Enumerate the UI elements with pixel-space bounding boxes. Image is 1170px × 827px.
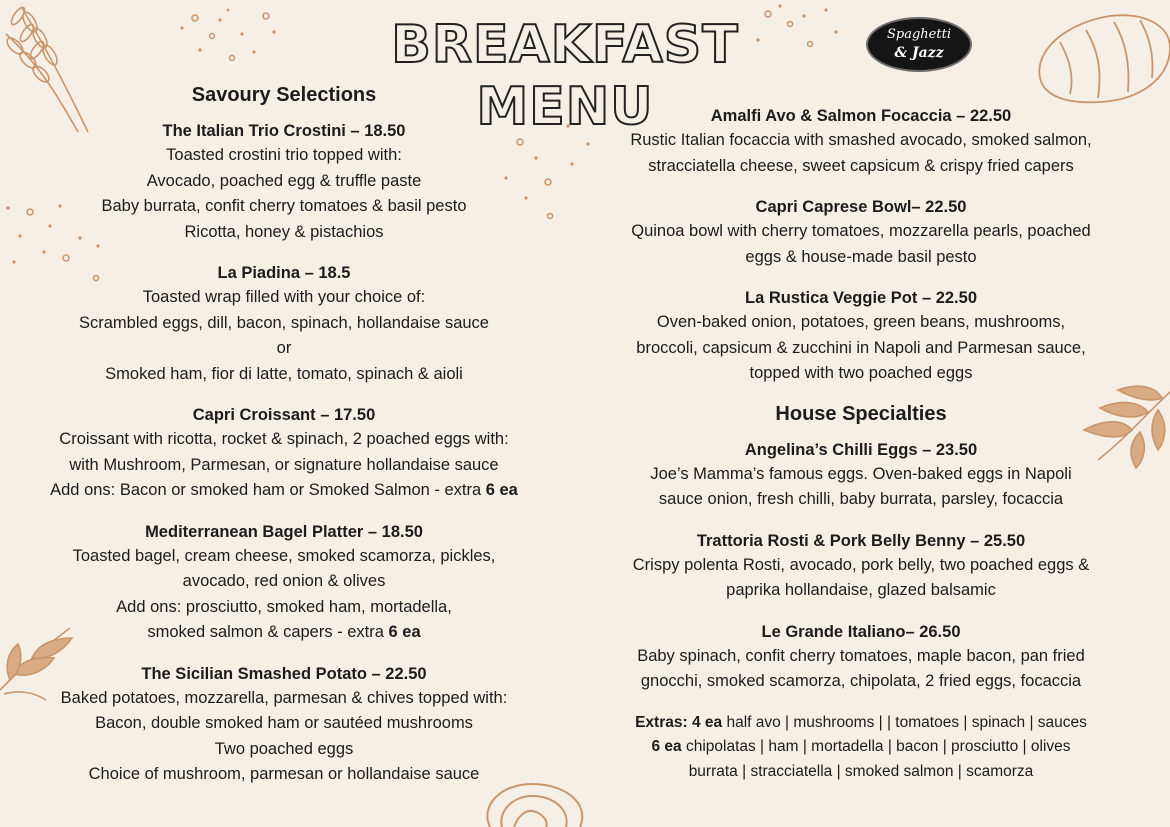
- extras-label: Extras:: [635, 713, 688, 731]
- menu-item: [2, 403, 566, 504]
- extras-block: [578, 711, 1144, 785]
- item-desc-line: Add ons: prosciutto, smoked ham, mortadella,: [116, 597, 452, 616]
- item-desc-line: Quinoa bowl with cherry tomatoes, mozzarella pearls, poached: [631, 222, 1091, 240]
- addon-text: Add ons: Bacon or smoked ham or Smoked Salmon - extra: [50, 481, 486, 499]
- extras-line: [578, 711, 1144, 736]
- item-desc-line: Two poached eggs: [214, 739, 354, 758]
- item-desc-line: Toasted wrap filled with your choice of:: [142, 288, 426, 306]
- menu-item: [2, 520, 566, 646]
- item-desc-line: Toasted bagel, cream cheese, smoked scamorza, pickles,: [72, 546, 496, 565]
- right-column: [578, 104, 1144, 784]
- item-desc-line: stracciatella cheese, sweet capsicum & crispy fried capers: [648, 156, 1074, 175]
- item-desc-line: Scrambled eggs, dill, bacon, spinach, hollandaise sauce: [78, 313, 489, 332]
- logo-line2: & Jazz: [894, 45, 944, 61]
- extras-line: [578, 735, 1144, 760]
- item-desc-line: Choice of mushroom, parmesan or hollandaise sauce: [88, 765, 480, 783]
- item-desc-line: Baby spinach, confit cherry tomatoes, maple bacon, pan fried: [637, 646, 1085, 665]
- item-name: Trattoria Rosti & Pork Belly Benny – 25.50: [696, 531, 1026, 550]
- item-name: Le Grande Italiano– 26.50: [761, 622, 961, 641]
- section-title-savoury: Savoury Selections: [191, 84, 377, 106]
- section-title-house-specialties: House Specialties: [775, 402, 947, 425]
- item-desc-line: Croissant with ricotta, rocket & spinach, 2 poached eggs with:: [59, 430, 509, 448]
- menu-item: [578, 438, 1144, 513]
- item-name: La Rustica Veggie Pot – 22.50: [744, 289, 977, 307]
- left-column: [2, 84, 566, 804]
- extras-price: 6 ea: [651, 738, 682, 755]
- menu-title: BREAKFAST MENU: [391, 15, 739, 137]
- item-desc-line: Crispy polenta Rosti, avocado, pork belly, two poached eggs &: [632, 555, 1090, 574]
- item-desc-line: Toasted crostini trio topped with:: [166, 146, 402, 164]
- extras-line: [578, 760, 1144, 785]
- menu-item: [2, 662, 566, 788]
- extras-items: chipolatas | ham | mortadella | bacon | prosciutto | olives: [681, 738, 1071, 755]
- item-desc-line: or: [276, 339, 292, 357]
- item-desc-line: broccoli, capsicum & zucchini in Napoli and Parmesan sauce,: [636, 338, 1086, 357]
- item-desc-line: paprika hollandaise, glazed balsamic: [726, 581, 996, 599]
- item-desc-line: Bacon, double smoked ham or sautéed mushrooms: [95, 714, 473, 732]
- item-name: Capri Caprese Bowl– 22.50: [755, 198, 967, 216]
- item-name: The Italian Trio Crostini – 18.50: [162, 122, 406, 140]
- addon-text: smoked salmon & capers - extra: [147, 623, 389, 641]
- bread-loaf-icon: [1030, 8, 1170, 108]
- extras-items: half avo | mushrooms | | tomatoes | spinach | sauces: [722, 713, 1087, 731]
- item-addon-line: [2, 478, 566, 504]
- addon-price: 6 ea: [485, 481, 518, 499]
- item-desc-line: sauce onion, fresh chilli, baby burrata, parsley, focaccia: [658, 490, 1064, 508]
- item-name: Capri Croissant – 17.50: [192, 406, 376, 424]
- sprinkle-dots-icon: [170, 6, 290, 76]
- item-name: Amalfi Avo & Salmon Focaccia – 22.50: [710, 107, 1012, 125]
- restaurant-logo: [866, 17, 972, 72]
- item-desc-line: gnocchi, smoked scamorza, chipolata, 2 fried eggs, focaccia: [640, 672, 1082, 690]
- extras-price: 4 ea: [687, 713, 723, 731]
- logo-line1: Spaghetti: [887, 27, 951, 42]
- extras-items: burrata | stracciatella | smoked salmon | scamorza: [688, 762, 1034, 780]
- item-name: Angelina’s Chilli Eggs – 23.50: [744, 440, 978, 459]
- item-desc-line: Baby burrata, confit cherry tomatoes & basil pesto: [101, 197, 467, 215]
- item-desc-line: avocado, red onion & olives: [182, 572, 386, 590]
- menu-item: [578, 286, 1144, 387]
- item-desc-line: Oven-baked onion, potatoes, green beans, mushrooms,: [656, 313, 1066, 331]
- item-desc-line: Joe’s Mamma’s famous eggs. Oven-baked eggs in Napoli: [650, 464, 1072, 483]
- item-name: La Piadina – 18.5: [217, 264, 351, 282]
- item-desc-line: Ricotta, honey & pistachios: [184, 222, 384, 241]
- item-desc-line: topped with two poached eggs: [749, 364, 973, 382]
- item-addon-line: [2, 620, 566, 646]
- menu-item: [578, 620, 1144, 695]
- item-desc-line: eggs & house-made basil pesto: [745, 247, 977, 266]
- item-name: Mediterranean Bagel Platter – 18.50: [145, 522, 423, 541]
- item-desc-line: Rustic Italian focaccia with smashed avocado, smoked salmon,: [630, 131, 1092, 149]
- item-name: The Sicilian Smashed Potato – 22.50: [141, 664, 427, 683]
- item-desc-line: Avocado, poached egg & truffle paste: [146, 171, 422, 190]
- menu-item: [578, 195, 1144, 270]
- menu-item: [2, 119, 566, 245]
- menu-item: [2, 261, 566, 387]
- menu-item: [578, 104, 1144, 179]
- menu-item: [578, 529, 1144, 604]
- item-desc-line: Smoked ham, fior di latte, tomato, spinach & aioli: [105, 364, 463, 383]
- item-desc-line: Baked potatoes, mozzarella, parmesan & chives topped with:: [60, 688, 508, 707]
- item-desc-line: with Mushroom, Parmesan, or signature hollandaise sauce: [69, 455, 499, 474]
- addon-price: 6 ea: [388, 623, 421, 641]
